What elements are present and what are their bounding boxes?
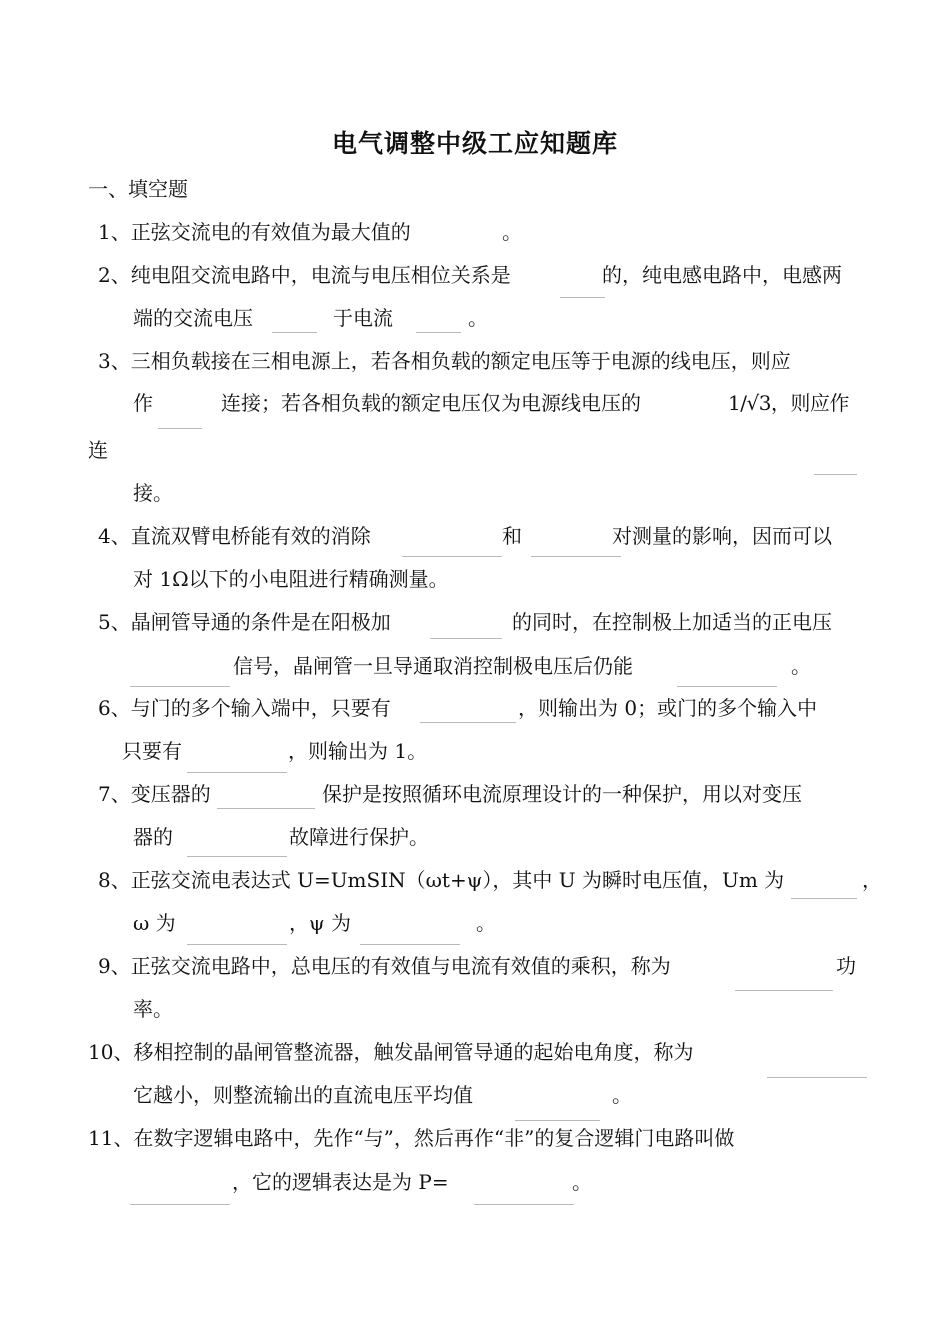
answer-blank [402, 556, 502, 557]
question-text: 在数字逻辑电路中，先作“与”，然后再作“非”的复合逻辑门电路叫做 [133, 1126, 735, 1150]
answer-blank [360, 944, 460, 945]
question-number: 9、 [98, 954, 131, 978]
question-number: 8、 [98, 868, 131, 892]
answer-blank [531, 556, 621, 557]
answer-blank [158, 428, 202, 429]
question-text: 的同时，在控制极上加适当的正电压 [512, 610, 832, 634]
question-number: 3、 [98, 349, 131, 373]
answer-blank [217, 808, 315, 809]
question-text: ω 为 [133, 911, 176, 935]
answer-blank [814, 474, 857, 475]
question-10 [88, 1038, 693, 1066]
question-text: 纯电阻交流电路中，电流与电压相位关系是 [130, 263, 511, 287]
question-text: 。 [476, 911, 496, 935]
question-4 [98, 522, 371, 550]
question-text: 连 [88, 438, 108, 462]
question-text: 。 [612, 1083, 632, 1107]
answer-blank [130, 686, 230, 687]
question-number: 11、 [88, 1126, 134, 1150]
question-text: 故障进行保护。 [289, 825, 429, 849]
question-text: 。 [502, 220, 522, 244]
question-2 [98, 261, 511, 289]
question-6 [98, 694, 391, 722]
question-number: 4、 [98, 524, 131, 548]
question-text: 连接；若各相负载的额定电压仅为电源线电压的 [221, 391, 641, 415]
answer-blank [791, 898, 857, 899]
question-text: 端的交流电压 [133, 306, 253, 330]
question-1 [98, 218, 411, 246]
question-number: 7、 [98, 782, 131, 806]
question-text: 正弦交流电的有效值为最大值的 [130, 220, 411, 244]
question-9 [98, 952, 671, 980]
question-text: 于电流 [333, 306, 393, 330]
question-text: ，ψ 为 [289, 911, 352, 935]
question-text: 1/√3，则应作 [728, 391, 849, 415]
question-number: 10、 [88, 1040, 134, 1064]
question-text: ，则输出为 1。 [288, 739, 428, 763]
answer-blank [735, 990, 833, 991]
question-text: 的，纯电感电路中，电感两 [602, 263, 842, 287]
question-8 [98, 866, 784, 894]
question-number: 6、 [98, 696, 131, 720]
question-text: 对 1Ω以下的小电阻进行精确测量。 [133, 567, 449, 591]
answer-blank [474, 1204, 574, 1205]
question-text: 它越小，则整流输出的直流电压平均值 [133, 1083, 473, 1107]
answer-blank [677, 686, 777, 687]
answer-blank [416, 332, 461, 333]
question-text: 对测量的影响，因而可以 [612, 524, 832, 548]
question-text: 移相控制的晶闸管整流器，触发晶闸管导通的起始电角度，称为 [133, 1040, 694, 1064]
answer-blank [130, 1204, 230, 1205]
question-text: 正弦交流电表达式 U=UmSIN（ωt+ψ），其中 U 为瞬时电压值，Um 为 [130, 868, 785, 892]
document-title: 电气调整中级工应知题库 [331, 129, 618, 158]
answer-blank [272, 332, 317, 333]
section-heading: 一、填空题 [88, 177, 188, 201]
question-text: 接。 [133, 481, 173, 505]
question-text: ， [862, 868, 882, 892]
question-text: 变压器的 [130, 782, 211, 806]
question-text: 。 [468, 306, 488, 330]
question-3 [98, 347, 791, 375]
question-text: 只要有 [122, 739, 182, 763]
question-text: 率。 [133, 997, 173, 1021]
question-text: 作 [133, 391, 153, 415]
answer-blank [430, 638, 502, 639]
question-text: ，它的逻辑表达是为 P= [232, 1170, 449, 1194]
question-text: 信号，晶闸管一旦导通取消控制极电压后仍能 [233, 654, 633, 678]
question-number: 2、 [98, 263, 131, 287]
answer-blank [187, 772, 287, 773]
question-text: 直流双臂电桥能有效的消除 [130, 524, 371, 548]
question-text: 功 [836, 954, 856, 978]
question-text: 。 [791, 654, 811, 678]
answer-blank [515, 1120, 600, 1121]
question-text: ，则输出为 0；或门的多个输入中 [518, 696, 818, 720]
answer-blank [420, 722, 516, 723]
question-text: 三相负载接在三相电源上，若各相负载的额定电压等于电源的线电压，则应 [130, 349, 791, 373]
question-text: 保护是按照循环电流原理设计的一种保护，用以对变压 [322, 782, 802, 806]
question-text: 和 [502, 524, 522, 548]
question-text: 器的 [133, 825, 173, 849]
answer-blank [187, 856, 287, 857]
question-number: 1、 [98, 220, 131, 244]
question-text: 正弦交流电路中，总电压的有效值与电流有效值的乘积，称为 [130, 954, 671, 978]
question-7 [98, 780, 211, 808]
question-11 [88, 1124, 734, 1152]
question-text: 与门的多个输入端中，只要有 [130, 696, 391, 720]
question-text: 。 [572, 1170, 592, 1194]
answer-blank [767, 1077, 867, 1078]
answer-blank [560, 297, 605, 298]
question-text: 晶闸管导通的条件是在阳极加 [130, 610, 391, 634]
question-number: 5、 [98, 610, 131, 634]
question-5 [98, 608, 391, 636]
answer-blank [187, 944, 287, 945]
